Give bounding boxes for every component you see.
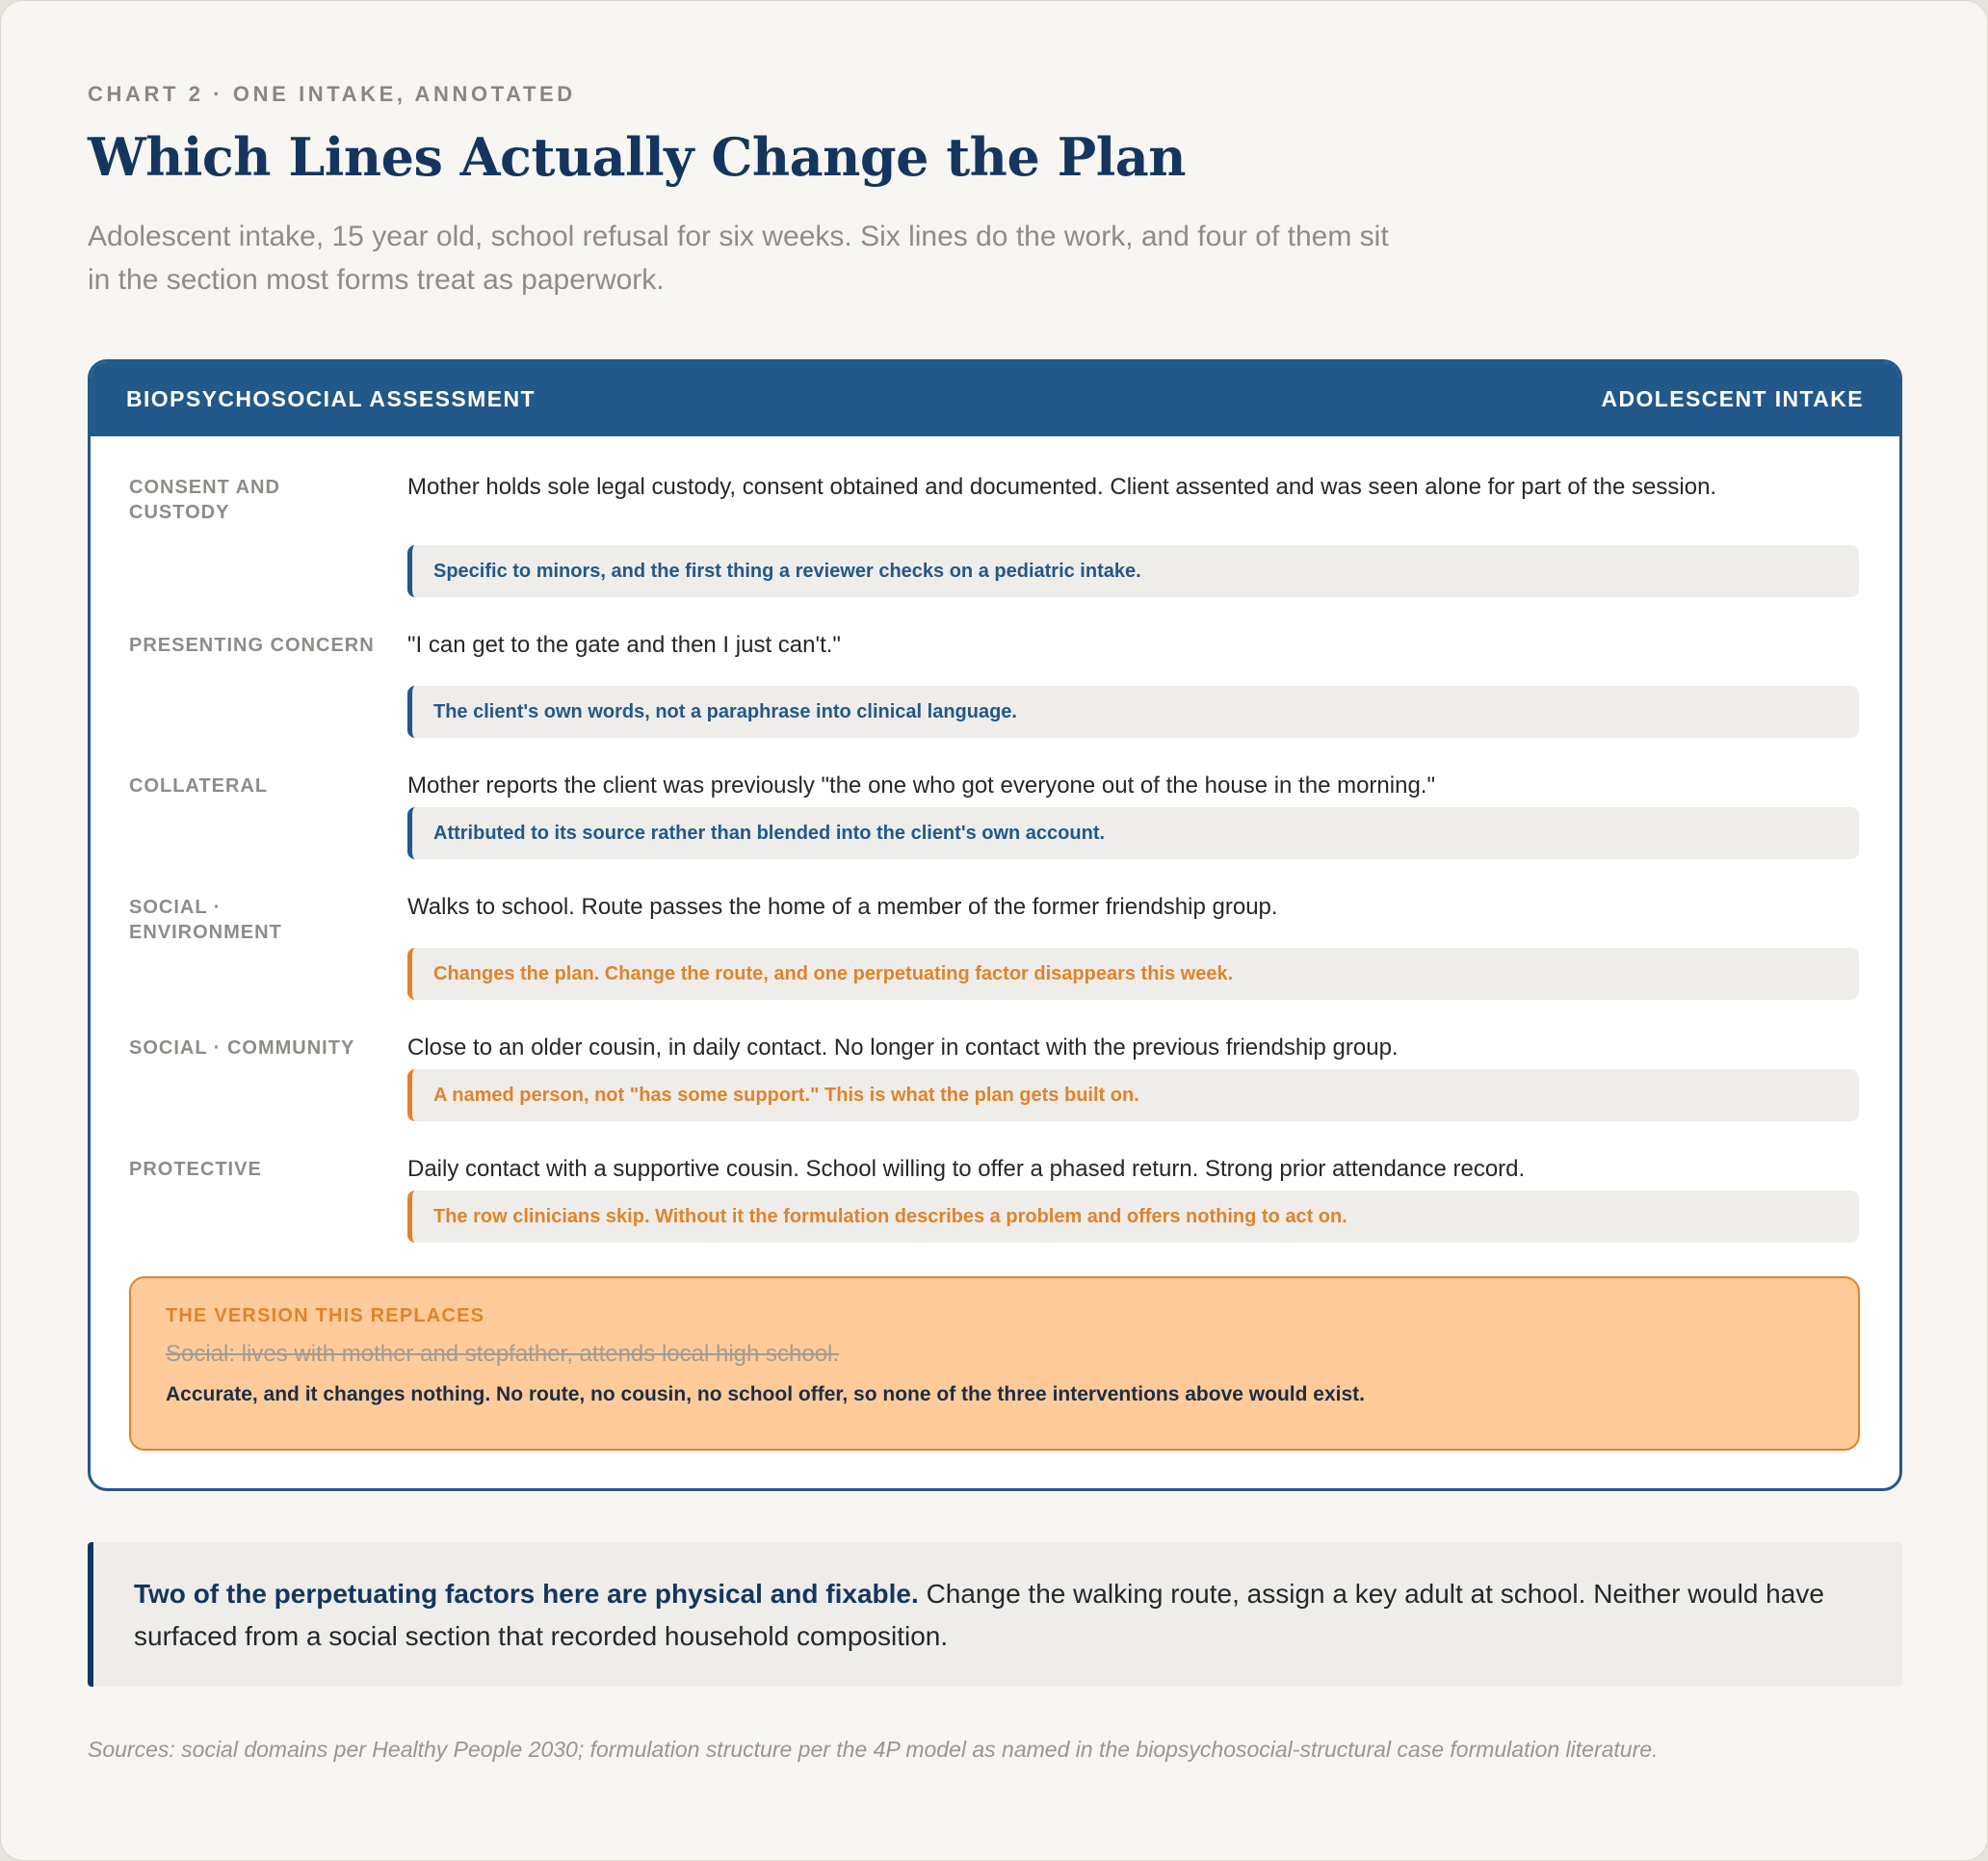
row-text: "I can get to the gate and then I just can't." — [407, 632, 841, 658]
row-annotation: The client's own words, not a paraphrase into clinical language. — [407, 686, 1859, 738]
assessment-title: BIOPSYCHOSOCIAL ASSESSMENT — [126, 386, 536, 411]
row-annotation: A named person, not "has some support." This is what the plan gets built on. — [407, 1069, 1859, 1121]
takeaway-callout — [88, 1542, 1902, 1687]
row-annotation: The row clinicians skip. Without it the formulation describes a problem and offers nothing to act on. — [407, 1191, 1859, 1243]
row-annotation: Attributed to its source rather than blended into the client's own account. — [407, 807, 1859, 859]
chart-eyebrow: CHART 2 · ONE INTAKE, ANNOTATED — [88, 82, 576, 106]
row-label: CONSENT AND CUSTODY — [129, 477, 280, 523]
row-text: Mother holds sole legal custody, consent obtained and documented. Client assented and was seen alone for part of the session. — [407, 474, 1717, 500]
row-label: SOCIAL · ENVIRONMENT — [129, 897, 282, 943]
row-label: PROTECTIVE — [129, 1159, 262, 1180]
row-text: Daily contact with a supportive cousin. School willing to offer a phased return. Strong prior attendance record. — [407, 1156, 1526, 1182]
row-label: COLLATERAL — [129, 775, 269, 797]
replaced-version-label: THE VERSION THIS REPLACES — [166, 1305, 485, 1326]
takeaway-lead: Two of the perpetuating factors here are physical and fixable. — [134, 1579, 919, 1609]
assessment-type: ADOLESCENT INTAKE — [1601, 386, 1864, 411]
row-text: Mother reports the client was previously "the one who got everyone out of the house in the morning." — [407, 773, 1435, 799]
replaced-version-box — [129, 1276, 1860, 1451]
row-label: PRESENTING CONCERN — [129, 635, 375, 656]
page-title: Which Lines Actually Change the Plan — [88, 126, 1186, 188]
row-text: Walks to school. Route passes the home of a member of the former friendship group. — [407, 894, 1278, 920]
assessment-panel — [88, 359, 1902, 1491]
takeaway-body: Change the walking route, assign a key adult at school. Neither would have surfaced from a social section that recorded household composition. — [134, 1579, 1824, 1651]
replaced-version-verdict: Accurate, and it changes nothing. No route, no cousin, no school offer, so none of the three interventions above would exist. — [166, 1383, 1365, 1405]
assessment-header — [91, 362, 1899, 436]
row-annotation: Specific to minors, and the first thing a reviewer checks on a pediatric intake. — [407, 545, 1859, 597]
sources-note: Sources: social domains per Healthy People 2030; formulation structure per the 4P model as named in the biopsychosocial-structural case formulation literature. — [88, 1737, 1659, 1762]
replaced-version-text: Social: lives with mother and stepfather, attends local high school. — [166, 1341, 840, 1367]
row-text: Close to an older cousin, in daily contact. No longer in contact with the previous friendship group. — [407, 1035, 1399, 1061]
row-annotation: Changes the plan. Change the route, and one perpetuating factor disappears this week. — [407, 948, 1859, 1000]
page-subtitle: Adolescent intake, 15 year old, school refusal for six weeks. Six lines do the work, and four of them sit in the section most forms treat as paperwork. — [88, 221, 1389, 296]
row-label: SOCIAL · COMMUNITY — [129, 1037, 355, 1059]
